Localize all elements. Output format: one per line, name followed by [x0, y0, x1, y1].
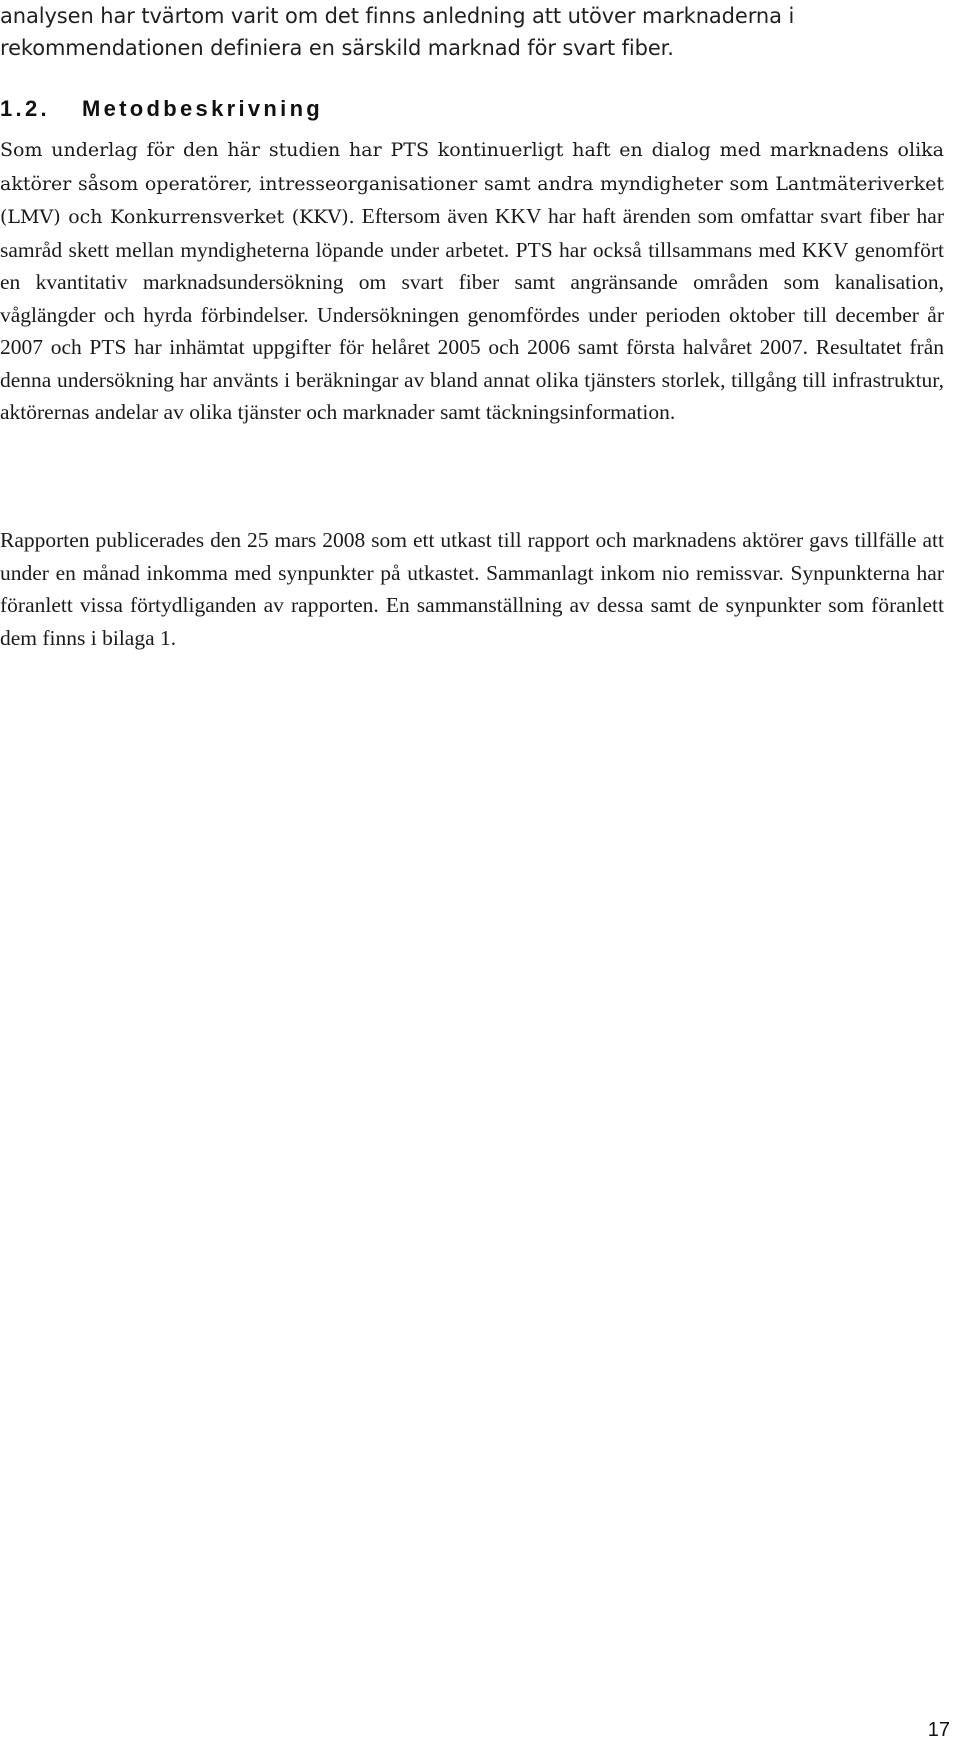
- section-number: 1.2.: [0, 96, 50, 121]
- page-number: 17: [927, 1719, 950, 1741]
- method-paragraph-opening: Som underlag för den här studien har PTS kontinuerligt haft en dialog med marknadens olika aktörer såsom operatörer, intresseorganisationer samt andra myndigheter som Lantmäteriverket (LMV) och Konkurrensverket (KKV).: [0, 139, 944, 228]
- method-paragraph-body: Eftersom även KKV har haft ärenden som omfattar svart fiber har samråd skett mellan myndigheterna löpande under arbetet. PTS har också tillsammans med KKV genomfört en kvantitativ marknadsundersökning om svart fiber samt angränsande områden som kanalisation, våglängder och hyrda förbindelser. Undersökningen genomfördes under perioden oktober till december år 2007 och PTS har inhämtat uppgifter för helåret 2005 och 2006 samt första halvåret 2007. Resultatet från denna undersökning har använts i beräkningar av bland annat olika tjänsters storlek, tillgång till infrastruktur, aktörernas andelar av olika tjänster och marknader samt täckningsinformation.: [0, 204, 944, 424]
- intro-paragraph: analysen har tvärtom varit om det finns anledning att utöver marknaderna i rekommendationen definiera en särskild marknad för svart fiber.: [0, 4, 795, 60]
- section-title: Metodbeskrivning: [82, 96, 324, 121]
- method-paragraph: [0, 133, 944, 429]
- publication-paragraph: Rapporten publicerades den 25 mars 2008 som ett utkast till rapport och marknadens aktörer gavs tillfälle att under en månad inkomma med synpunkter på utkastet. Sammanlagt inkom nio remissvar. Synpunkterna har föranlett vissa förtydliganden av rapporten. En sammanställning av dessa samt de synpunkter som föranlett dem finns i bilaga 1.: [0, 528, 944, 650]
- section-heading: [0, 94, 323, 124]
